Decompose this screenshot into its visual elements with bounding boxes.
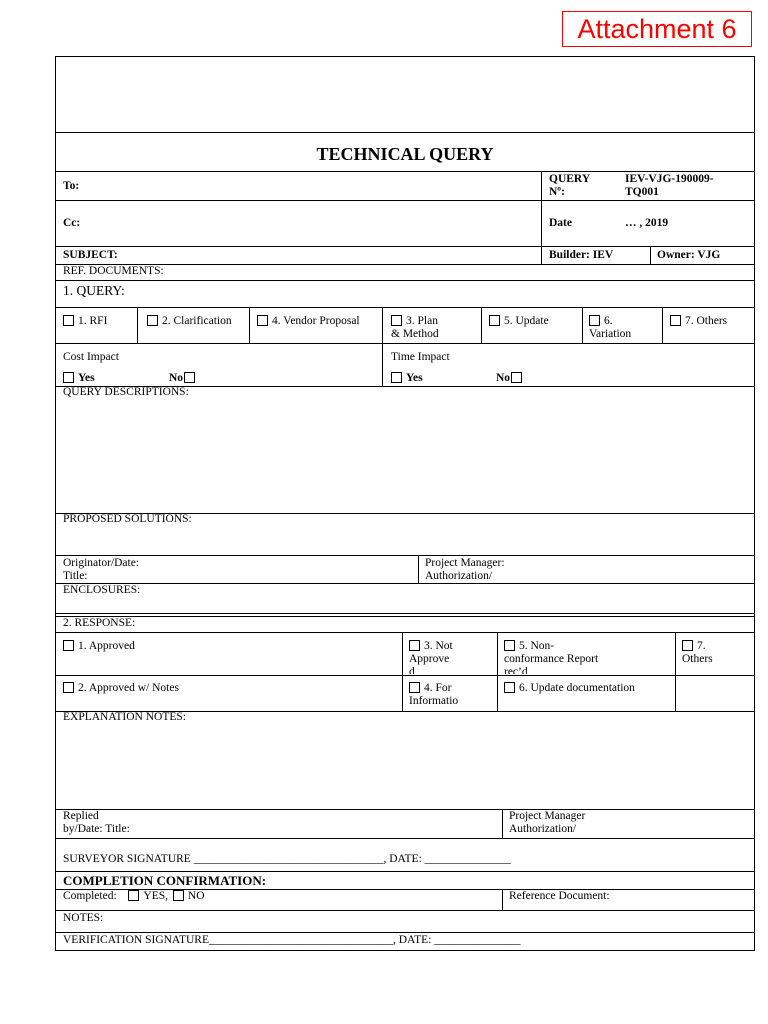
rule [55, 280, 755, 281]
replied-by-label: Replied by/Date: Title: [63, 810, 130, 835]
response-update-documentation[interactable]: 6. Update documentation [504, 682, 635, 695]
originator-label: Originator/Date: Title: [63, 557, 140, 582]
cc-label: Cc: [63, 217, 81, 229]
rule [382, 307, 383, 343]
checkbox[interactable] [63, 640, 74, 651]
checkbox[interactable] [173, 890, 184, 901]
reference-document-label: Reference Document: [509, 890, 610, 902]
cost-impact-label: Cost Impact [63, 351, 119, 363]
rule [481, 307, 482, 343]
rule [55, 200, 755, 201]
rule [137, 307, 138, 343]
time-impact-yes[interactable]: Yes [391, 372, 423, 385]
checkbox[interactable] [63, 682, 74, 693]
proposed-solutions-label: PROPOSED SOLUTIONS: [63, 513, 192, 525]
option-update[interactable]: 5. Update [489, 315, 549, 328]
time-impact-label: Time Impact [391, 351, 450, 363]
rule [55, 583, 755, 584]
response-others[interactable]: 7. Others [682, 640, 713, 665]
notes-label: NOTES: [63, 912, 104, 924]
query-heading: 1. QUERY: [63, 283, 125, 298]
response-nonconformance[interactable]: 5. Non- conformance Report rec’d [504, 640, 599, 674]
checkbox[interactable] [511, 372, 522, 383]
rule [55, 871, 755, 872]
rule [55, 307, 755, 308]
owner-label: Owner: VJG [657, 249, 721, 261]
checkbox[interactable] [489, 315, 500, 326]
checkbox[interactable] [257, 315, 268, 326]
rule [418, 555, 419, 583]
response-heading: 2. RESPONSE: [63, 617, 136, 629]
rule [55, 555, 755, 556]
checkbox[interactable] [589, 315, 600, 326]
rule [541, 171, 542, 264]
option-variation[interactable]: 6. Variation [589, 315, 632, 340]
option-rfi[interactable]: 1. RFI [63, 315, 107, 328]
checkbox[interactable] [391, 372, 402, 383]
rule [55, 675, 755, 676]
response-not-approved[interactable]: 3. Not Approve d [409, 640, 453, 674]
rule [55, 613, 755, 614]
date-label: Date [549, 217, 572, 229]
checkbox[interactable] [409, 682, 420, 693]
rule [55, 809, 755, 810]
rule [662, 307, 663, 343]
subject-label: SUBJECT: [63, 249, 118, 261]
attachment-label: Attachment 6 [562, 11, 752, 47]
explanation-notes-label: EXPLANATION NOTES: [63, 711, 186, 723]
form-title: TECHNICAL QUERY [316, 144, 494, 164]
rule [55, 910, 755, 911]
checkbox[interactable] [184, 372, 195, 383]
option-clarification[interactable]: 2. Clarification [147, 315, 232, 328]
checkbox[interactable] [128, 890, 139, 901]
response-for-information[interactable]: 4. For Informatio [409, 682, 459, 707]
completion-heading: COMPLETION CONFIRMATION: [63, 873, 267, 888]
ref-documents-label: REF. DOCUMENTS: [63, 265, 164, 277]
rule [497, 632, 498, 711]
rule [55, 616, 755, 617]
completed-yes: YES, [143, 890, 169, 902]
cost-impact-no[interactable]: No [169, 372, 199, 385]
checkbox[interactable] [391, 315, 402, 326]
rule [55, 838, 755, 839]
enclosures-label: ENCLOSURES: [63, 584, 141, 596]
option-vendor-proposal[interactable]: 4. Vendor Proposal [257, 315, 360, 328]
completed-row: Completed: YES, NO [63, 890, 205, 902]
to-label: To: [63, 180, 80, 192]
rule [582, 307, 583, 343]
date-value: … , 2019 [625, 217, 669, 229]
surveyor-signature-line: SURVEYOR SIGNATURE _________________________________, DATE: _______________ [63, 853, 511, 865]
rule [502, 889, 503, 910]
query-number-value: IEV-VJG-190009- TQ001 [625, 173, 714, 198]
query-descriptions-label: QUERY DESCRIPTIONS: [63, 386, 189, 398]
pm-authorization-label: Project Manager Authorization/ [509, 810, 586, 835]
rule [382, 343, 383, 386]
checkbox[interactable] [504, 640, 515, 651]
cost-impact-yes[interactable]: Yes [63, 372, 95, 385]
rule [55, 932, 755, 933]
rule [249, 307, 250, 343]
rule [502, 809, 503, 838]
checkbox[interactable] [682, 640, 693, 651]
rule [55, 171, 755, 172]
checkbox[interactable] [409, 640, 420, 651]
rule [402, 632, 403, 711]
completed-no: NO [187, 890, 205, 902]
builder-label: Builder: IEV [549, 249, 614, 261]
option-others[interactable]: 7. Others [670, 315, 727, 328]
checkbox[interactable] [63, 315, 74, 326]
rule [55, 632, 755, 633]
project-manager-label: Project Manager: Authorization/ [425, 557, 505, 582]
checkbox[interactable] [670, 315, 681, 326]
rule [675, 632, 676, 711]
checkbox[interactable] [504, 682, 515, 693]
response-approved-notes[interactable]: 2. Approved w/ Notes [63, 682, 179, 695]
verification-signature-line: VERIFICATION SIGNATURE________________________________, DATE: _______________ [63, 934, 521, 946]
option-plan-method[interactable]: 3. Plan & Method [391, 315, 439, 340]
checkbox[interactable] [63, 372, 74, 383]
time-impact-no[interactable]: No [496, 372, 526, 385]
checkbox[interactable] [147, 315, 158, 326]
rule [55, 343, 755, 344]
rule [650, 246, 651, 264]
rule [55, 132, 755, 133]
query-number-label: QUERY Nº: [549, 173, 591, 198]
response-approved[interactable]: 1. Approved [63, 640, 135, 653]
